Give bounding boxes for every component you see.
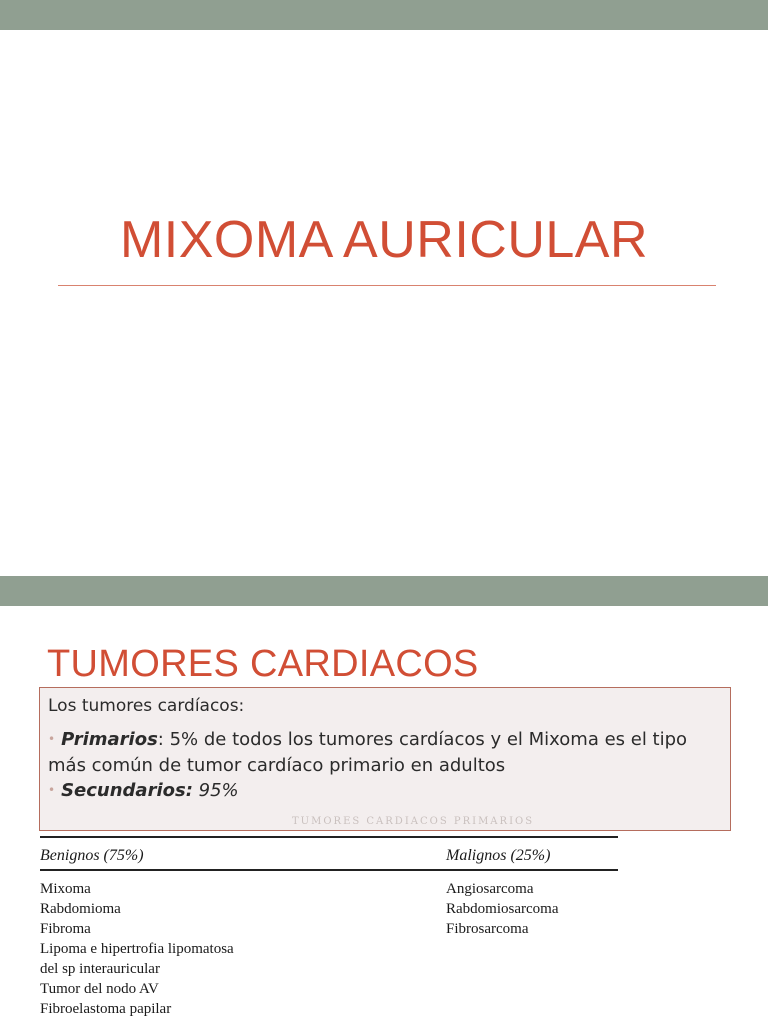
list-item: Rabdomioma xyxy=(40,901,121,917)
intro-text: Los tumores cardíacos: xyxy=(48,696,245,716)
table-top-rule xyxy=(40,836,618,838)
bullet2-value: 95% xyxy=(192,780,239,801)
bullet-primarios xyxy=(48,726,728,779)
bullet-secundarios xyxy=(48,780,239,801)
list-item: Mixoma xyxy=(40,881,91,897)
list-item: Rabdomiosarcoma xyxy=(446,901,559,917)
list-item: Fibroelastoma papilar xyxy=(40,1001,172,1017)
slide2-title: TUMORES CARDIACOS xyxy=(47,643,479,685)
slide1-top-bar xyxy=(0,0,768,30)
malignos-list xyxy=(446,879,558,939)
list-item: Tumor del nodo AV xyxy=(40,981,159,997)
table-header-rule xyxy=(40,869,618,871)
benignos-list xyxy=(40,879,234,1019)
table-header-benignos: Benignos (75%) xyxy=(40,847,144,864)
slide1-title-underline xyxy=(58,285,716,286)
bullet2-label: Secundarios: xyxy=(61,780,193,801)
list-item: Lipoma e hipertrofia lipomatosa xyxy=(40,941,234,957)
list-item: Fibroma xyxy=(40,921,91,937)
slide1-title: MIXOMA AURICULAR xyxy=(119,211,649,269)
bullet-dot-icon: • xyxy=(48,732,56,746)
list-item: del sp interauricular xyxy=(40,961,160,977)
bullet1-label: Primarios xyxy=(61,729,158,750)
faint-caption: TUMORES CARDIACOS PRIMARIOS xyxy=(292,816,535,827)
bullet1-text: : 5% de todos los tumores cardíacos y el Mixoma es el tipo más común de tumor cardíaco primario en adultos xyxy=(48,729,688,776)
list-item: Angiosarcoma xyxy=(446,881,534,897)
content-box xyxy=(39,687,731,831)
list-item: Fibrosarcoma xyxy=(446,921,529,937)
table-header-malignos: Malignos (25%) xyxy=(446,847,551,864)
bullet-dot-icon: • xyxy=(48,783,56,797)
slide2-top-bar xyxy=(0,576,768,606)
